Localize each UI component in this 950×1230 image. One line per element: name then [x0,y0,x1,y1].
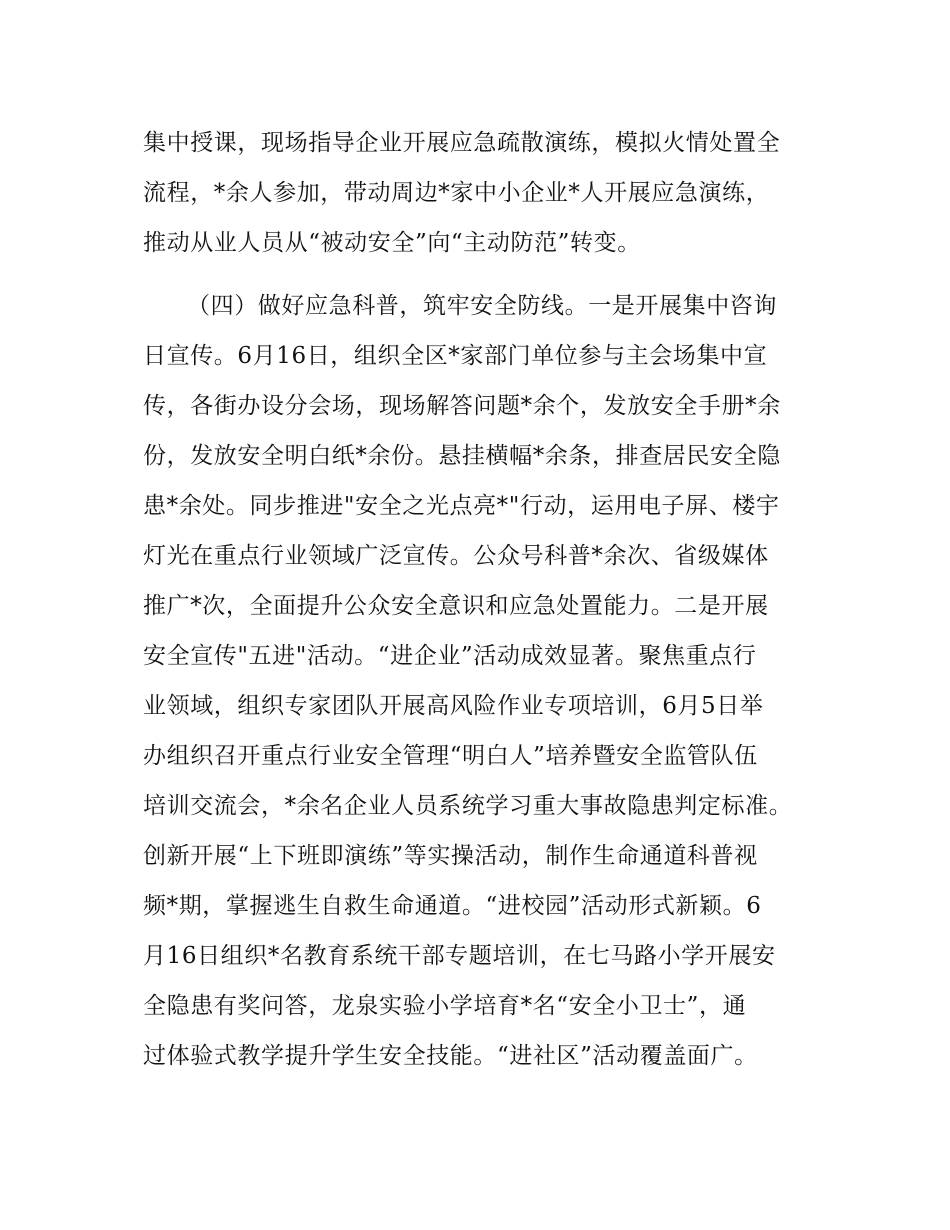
paragraph-2-line-13: 频*期，掌握逃生自救生命通道。“进校园”活动形式新颖。6 [143,893,762,919]
paragraph-2-line-11: 培训交流会，*余名企业人员系统学习重大事故隐患判定标准。 [143,793,793,819]
paragraph-1-line-1: 集中授课，现场指导企业开展应急疏散演练，模拟火情处置全 [143,130,781,156]
paragraph-2-line-2: 日宣传。6月16日，组织全区*家部门单位参与主会场集中宣 [143,343,768,369]
paragraph-2-line-14: 月16日组织*名教育系统干部专题培训，在七马路小学开展安 [143,943,776,969]
paragraph-2-line-7: 推广*次，全面提升公众安全意识和应急处置能力。二是开展 [143,593,769,619]
paragraph-2-line-8: 安全宣传"五进"活动。“进企业”活动成效显著。聚焦重点行 [143,643,757,669]
paragraph-2-line-16: 过体验式教学提升学生安全技能。“进社区”活动覆盖面广。 [143,1043,758,1069]
paragraph-1-line-3: 推动从业人员从“被动安全”向“主动防范”转变。 [143,230,641,256]
paragraph-1-line-2: 流程，*余人参加，带动周边*家中小企业*人开展应急演练， [143,180,770,206]
paragraph-2-line-10: 办组织召开重点行业安全管理“明白人”培养暨安全监管队伍 [143,743,758,769]
paragraph-2-line-3: 传，各街办设分会场，现场解答问题*余个，发放安全手册*余 [143,393,781,419]
paragraph-2-line-15: 全隐患有奖问答，龙泉实验小学培育*名“安全小卫士”，通 [143,993,747,1019]
paragraph-2-line-9: 业领域，组织专家团队开展高风险作业专项培训，6月5日举 [143,693,764,719]
paragraph-2-line-12: 创新开展“上下班即演练”等实操活动，制作生命通道科普视 [143,843,758,869]
paragraph-2-line-6: 灯光在重点行业领域广泛宣传。公众号科普*余次、省级媒体 [143,543,769,569]
paragraph-2-line-4: 份，发放安全明白纸*余份。悬挂横幅*余条，排查居民安全隐 [143,443,781,469]
paragraph-2-line-5: 患*余处。同步推进"安全之光点亮*"行动，运用电子屏、楼宇 [143,493,780,519]
paragraph-2-line-1: （四）做好应急科普，筑牢安全防线。一是开展集中咨询 [187,293,777,319]
